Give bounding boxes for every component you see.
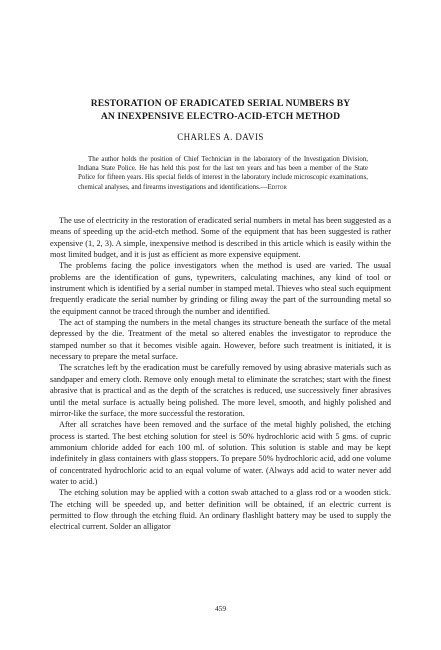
page-number: 459 [214,604,227,613]
article-body [50,215,391,533]
title-line-1: RESTORATION OF ERADICATED SERIAL NUMBERS BY [90,98,351,109]
paragraph-5: After all scratches have been removed and the surface of the metal highly polished, the etching process is started. The best etching solution for steel is 50% hydrochloric acid with 5 gms. of cupric ammonium chloride added for each 100 ml. of solution. This solution is stable and may be kept indefinitely in glass containers with glass stoppers. To prepare 50% hydrochloric acid, add one volume of concentrated hydrochloric acid to an equal volume of water. (Always add acid to water never add water to acid.) [50,420,391,486]
paragraph-1: The use of electricity in the restoration of eradicated serial numbers in metal has been suggested as a means of speeding up the acid-etch method. Some of the equipment that has been suggested is rather expensive (1, 2, 3). A simple, inexpensive method is described in this article which is easily within the most limited budget, and it is just as efficient as more expensive equipment. [50,216,391,260]
author-name: CHARLES A. DAVIS [177,132,264,142]
title-line-2: AN INEXPENSIVE ELECTRO-ACID-ETCH METHOD [100,111,341,122]
paragraph-3: The act of stamping the numbers in the metal changes its structure beneath the surface of the metal depressed by the die. Treatment of the metal so altered enables the investigator to reproduce the stamped number so that it becomes visible again. However, before such treatment is initiated, it is necessary to prepare the metal surface. [50,318,391,362]
paragraph-4: The scratches left by the eradication must be carefully removed by using abrasive materials such as sandpaper and emery cloth. Remove only enough metal to eliminate the scratches; start with the finest abrasive that is practical and as the depth of the scratches is reduced, use successively finer abrasives until the metal surface is actually being polished. The more level, smooth, and highly polished and mirror-like the surface, the more successful the restoration. [50,363,391,418]
editor-credit: Editor [267,183,287,191]
paragraph-6: The etching solution may be applied with a cotton swab attached to a glass rod or a wooden stick. The etching will be speeded up, and better definition will be obtained, if an electric current is permitted to flow through the etching fluid. An ordinary flashlight battery may be used to supply the electrical current. Solder an alligator [50,488,391,532]
paragraph-2: The problems facing the police investigators when the method is used are varied. The usual problems are the identification of guns, typewriters, calculating machines, any kind of tool or instrument which is identified by a serial number in stamped metal. Thieves who steal such equipment frequently eradicate the serial number by grinding or filing away the part of the surrounding metal so the equipment cannot be traced through the number and identified. [50,261,391,316]
author-note-text: The author holds the position of Chief Technician in the laboratory of the Investigation Division, Indiana State Police. He has held this post for the last ten years and has been a member of the State Police for fifteen years. His special fields of interest in the laboratory include microscopic examinations, chemical analyses, and firearms investigations and identifications.— [78,156,368,191]
author-note [78,155,368,192]
article-title [60,97,381,123]
